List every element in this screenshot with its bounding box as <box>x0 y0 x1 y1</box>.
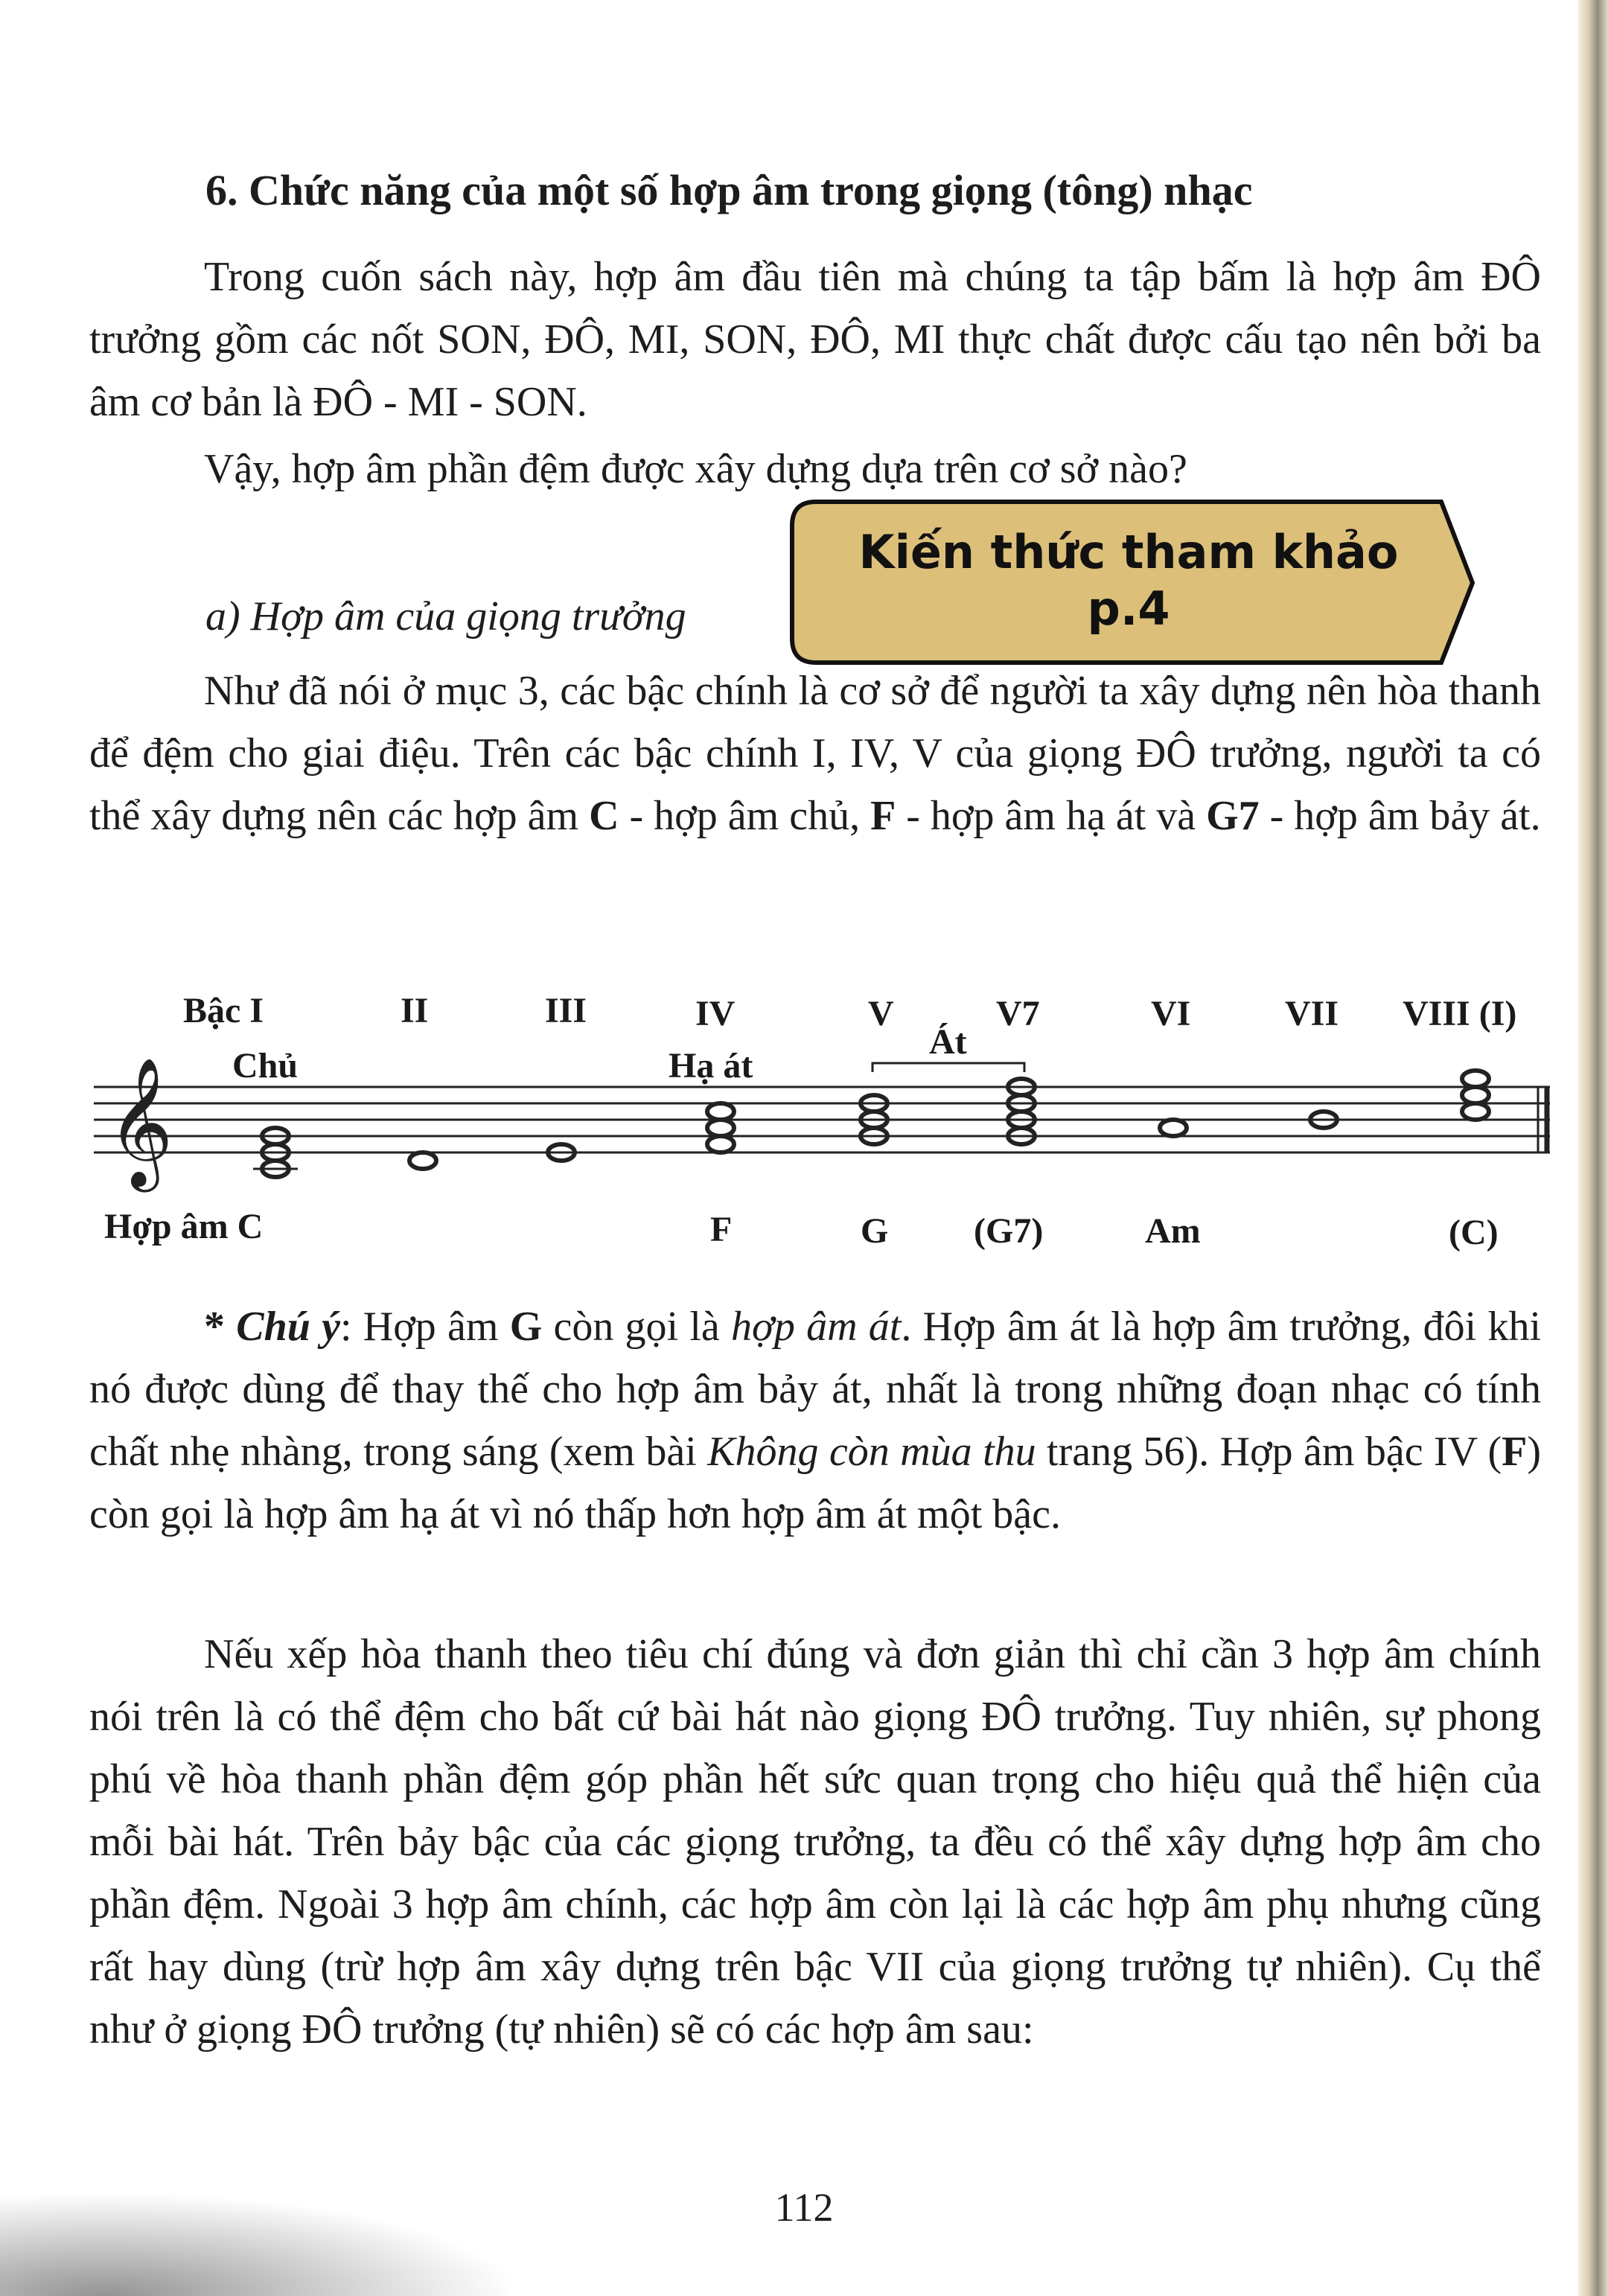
scan-shadow <box>0 2192 521 2296</box>
text-run: - hợp âm hạ át và <box>896 793 1207 839</box>
degree-label: IV <box>695 994 736 1033</box>
function-label-dominant: Át <box>929 1022 967 1062</box>
degree-label: VIII (I) <box>1403 994 1517 1033</box>
chord-name-label: G <box>861 1211 889 1251</box>
text-run: - hợp âm bảy át. <box>1259 793 1541 839</box>
staff-figure <box>0 983 1608 1281</box>
callout-page: p.4 <box>1087 581 1170 636</box>
text-run: ) còn gọi là hợp âm hạ át vì nó thấp hơn hợp âm át một bậc. <box>89 1429 1541 1537</box>
degree-label: V7 <box>996 994 1040 1033</box>
intro-paragraph: Trong cuốn sách này, hợp âm đầu tiên mà chúng ta tập bấm là hợp âm ĐÔ trưởng gồm các nốt SON, ĐÔ, MI, SON, ĐÔ, MI thực chất được cấu tạo nên bởi ba âm cơ bản là ĐÔ - MI - SON. <box>89 254 1541 425</box>
degree-label: Bậc I <box>183 991 264 1030</box>
treble-clef-icon: 𝄞 <box>107 1057 173 1187</box>
section-heading: 6. Chức năng của một số hợp âm trong giọng (tông) nhạc <box>205 166 1253 214</box>
chord-c: C <box>589 793 619 839</box>
chord-name-label: F <box>710 1210 733 1249</box>
text-run: - hợp âm chủ, <box>619 793 871 839</box>
term-dominant: hợp âm át <box>731 1304 902 1350</box>
degree-label: III <box>545 991 587 1030</box>
callout-title: Kiến thức tham khảo <box>858 525 1399 579</box>
text-run: trang 56). Hợp âm bậc IV ( <box>1036 1429 1502 1475</box>
chord-f: F <box>870 793 896 839</box>
text-run: Như đã nói ở mục 3, các bậc chính là cơ sở để người ta xây dựng nên hòa thanh để đệm cho giai điệu. Trên các bậc chính I, IV, V của giọng ĐÔ trưởng, người ta có thể xây dựng nên các hợp âm <box>89 668 1541 839</box>
chord-f: F <box>1502 1429 1528 1475</box>
degree-label: II <box>401 991 429 1030</box>
degree-label: VI <box>1151 994 1191 1033</box>
question-paragraph: Vậy, hợp âm phần đệm được xây dựng dựa trên cơ sở nào? <box>204 446 1187 492</box>
callout-text <box>786 524 1471 637</box>
chord-name-label: Am <box>1145 1211 1201 1251</box>
degree-label: VII <box>1285 994 1339 1033</box>
page-number: 112 <box>774 2185 834 2230</box>
chord-name-label: (G7) <box>974 1211 1044 1251</box>
function-label-tonic: Chủ <box>232 1046 299 1085</box>
note-label: Chú ý <box>236 1304 340 1350</box>
chord-g: G <box>509 1304 543 1350</box>
closing-paragraph: Nếu xếp hòa thanh theo tiêu chí đúng và đơn giản thì chỉ cần 3 hợp âm chính nói trên là có thể đệm cho bất cứ bài hát nào giọng ĐÔ trưởng. Tuy nhiên, sự phong phú về hòa thanh phần đệm góp phần hết sức quan trọng cho hiệu quả thể hiện của mỗi bài hát. Trên bảy bậc của các giọng trưởng, ta đều có thể xây dựng hợp âm cho phần đệm. Ngoài 3 hợp âm chính, các hợp âm còn lại là các hợp âm phụ nhưng cũng rất hay dùng (trừ hợp âm xây dựng trên bậc VII của giọng trưởng tự nhiên). Cụ thể như ở giọng ĐÔ trưởng (tự nhiên) sẽ có các hợp âm sau: <box>89 1631 1541 2053</box>
text-run: . Hợp âm át là hợp âm trưởng, đôi khi nó được dùng để thay thế cho hợp âm bảy át, nhất là trong những đoạn nhạc có tính chất nhẹ nhàng, trong sáng (xem bài <box>89 1304 1542 1475</box>
text-run: còn gọi là <box>542 1304 731 1350</box>
degree-label: V <box>868 994 894 1033</box>
major-chords-paragraph <box>89 660 1541 847</box>
note-star: * <box>204 1304 237 1350</box>
reference-callout[interactable] <box>786 497 1478 669</box>
song-title: Không còn mùa thu <box>707 1429 1036 1475</box>
chord-g7: G7 <box>1206 793 1260 839</box>
subheading-major-key: a) Hợp âm của giọng trưởng <box>205 593 686 640</box>
text-run: : Hợp âm <box>339 1304 510 1350</box>
note-paragraph <box>89 1295 1541 1546</box>
chord-name-label: Hợp âm C <box>104 1207 264 1246</box>
chord-name-label: (C) <box>1449 1213 1499 1252</box>
function-label-subdominant: Hạ át <box>669 1046 753 1085</box>
